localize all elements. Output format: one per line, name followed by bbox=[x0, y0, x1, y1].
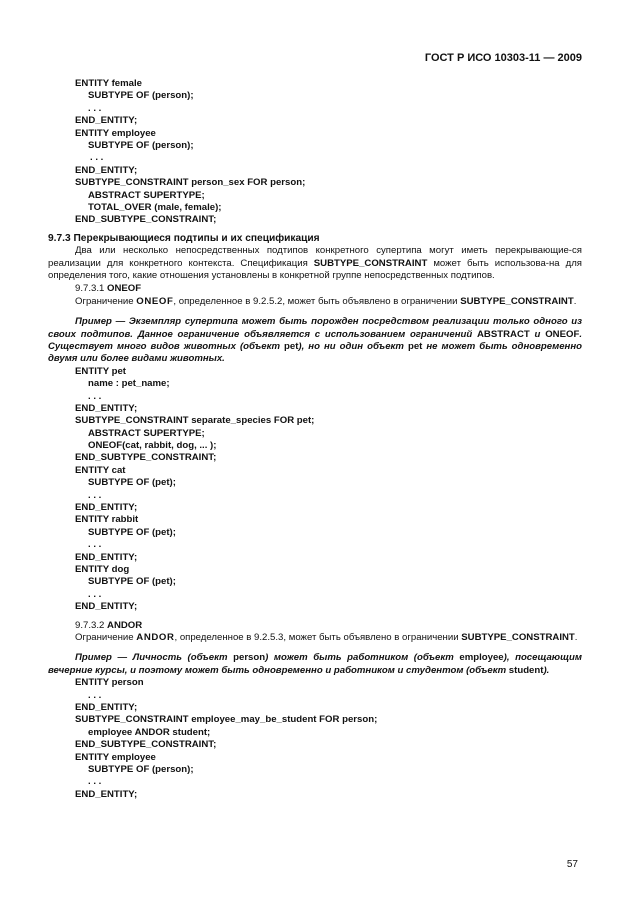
code-line: . . . bbox=[88, 539, 102, 551]
page-header: ГОСТ Р ИСО 10303-11 — 2009 bbox=[424, 52, 582, 64]
code-line: ENTITY employee bbox=[75, 751, 156, 763]
code-line: . . . bbox=[88, 102, 102, 114]
code-line: ENTITY pet bbox=[75, 365, 126, 377]
code-line: . . . bbox=[88, 776, 102, 788]
code-line: END_ENTITY; bbox=[75, 551, 138, 563]
code-line: END_ENTITY; bbox=[75, 788, 138, 800]
page-number: 57 bbox=[566, 859, 578, 870]
section-9-7-3-1-paragraph: Ограничение ONEOF, определенное в 9.2.5.2, может быть объявлено в ограничении SUBTYPE_CONSTRAINT. bbox=[75, 295, 577, 307]
code-line: SUBTYPE_CONSTRAINT person_sex FOR person; bbox=[75, 177, 306, 189]
code-line: SUBTYPE_CONSTRAINT separate_species FOR pet; bbox=[75, 415, 315, 427]
code-line: ENTITY female bbox=[75, 78, 143, 89]
code-line: ENTITY person bbox=[75, 677, 144, 689]
code-line: . . . bbox=[88, 489, 102, 501]
code-line: . . . bbox=[88, 689, 102, 701]
code-line: . . . bbox=[90, 152, 104, 164]
code-line: END_ENTITY; bbox=[75, 115, 138, 127]
code-line: SUBTYPE OF (pet); bbox=[88, 576, 176, 588]
code-line: ENTITY employee bbox=[75, 127, 156, 139]
subsection-heading-9-7-3-1: 9.7.3.1 ONEOF bbox=[75, 283, 142, 295]
code-line: SUBTYPE OF (person); bbox=[88, 763, 194, 775]
code-line: SUBTYPE OF (pet); bbox=[88, 526, 176, 538]
code-line: END_SUBTYPE_CONSTRAINT; bbox=[75, 214, 217, 226]
example-andor: Пример — Личность (объект person) может быть работником (объект employee), посещающим вечерние курсы, и поэтому может быть одновременно и работником и студентом (объект student). bbox=[48, 652, 583, 676]
code-line: employee ANDOR student; bbox=[88, 726, 211, 738]
section-heading-9-7-3: 9.7.3 Перекрывающиеся подтипы и их спецификация bbox=[48, 232, 320, 244]
code-line: ENTITY dog bbox=[75, 564, 130, 575]
code-line: END_SUBTYPE_CONSTRAINT; bbox=[75, 452, 217, 464]
subsection-heading-9-7-3-2: 9.7.3.2 ANDOR bbox=[75, 619, 143, 631]
code-line: TOTAL_OVER (male, female); bbox=[88, 201, 222, 213]
code-line: END_ENTITY; bbox=[75, 601, 138, 613]
code-line: SUBTYPE OF (person); bbox=[88, 139, 194, 151]
code-line: END_ENTITY; bbox=[75, 164, 138, 176]
document-body bbox=[48, 78, 582, 801]
code-block-pet bbox=[48, 366, 582, 614]
code-line: ONEOF(cat, rabbit, dog, ... ); bbox=[88, 440, 217, 452]
code-line: END_ENTITY; bbox=[75, 502, 138, 514]
code-line: END_ENTITY; bbox=[75, 402, 138, 414]
code-line: . . . bbox=[88, 588, 102, 600]
code-block-female-employee bbox=[48, 78, 582, 227]
example-oneof: Пример — Экземпляр супертипа может быть порожден посредством реализации только одного из своих подтипов. Данное ограничение объявляется с использованием ограничений ABSTRACT и ONEOF. Существует много видов животных (объект pet), но ни один объект pet не может быть одновременно двумя или более видами животных. bbox=[48, 316, 582, 365]
code-line: END_SUBTYPE_CONSTRAINT; bbox=[75, 739, 217, 751]
code-block-person-employee bbox=[48, 677, 582, 801]
code-line: ABSTRACT SUPERTYPE; bbox=[88, 189, 205, 201]
section-9-7-3-2-paragraph: Ограничение ANDOR, определенное в 9.2.5.3, может быть объявлено в ограничении SUBTYPE_CONSTRAINT. bbox=[75, 631, 578, 643]
code-line: ENTITY rabbit bbox=[75, 514, 139, 526]
code-line: SUBTYPE OF (person); bbox=[88, 90, 194, 102]
section-9-7-3-paragraph: Два или несколько непосредственных подтипов конкретного супертипа могут иметь перекрывающие-ся реализации для конкретного контекста. Спецификация SUBTYPE_CONSTRAINT может быть использова-на для определения того, какие отношения установлены в конкретной группе непосредственных подтипов. bbox=[48, 245, 582, 281]
code-line: . . . bbox=[88, 390, 102, 402]
code-line: SUBTYPE_CONSTRAINT employee_may_be_student FOR person; bbox=[75, 714, 378, 726]
code-line: SUBTYPE OF (pet); bbox=[88, 477, 176, 489]
code-line: name : pet_name; bbox=[88, 378, 170, 390]
code-line: ENTITY cat bbox=[75, 464, 126, 476]
code-line: END_ENTITY; bbox=[75, 701, 138, 713]
code-line: ABSTRACT SUPERTYPE; bbox=[88, 427, 205, 439]
